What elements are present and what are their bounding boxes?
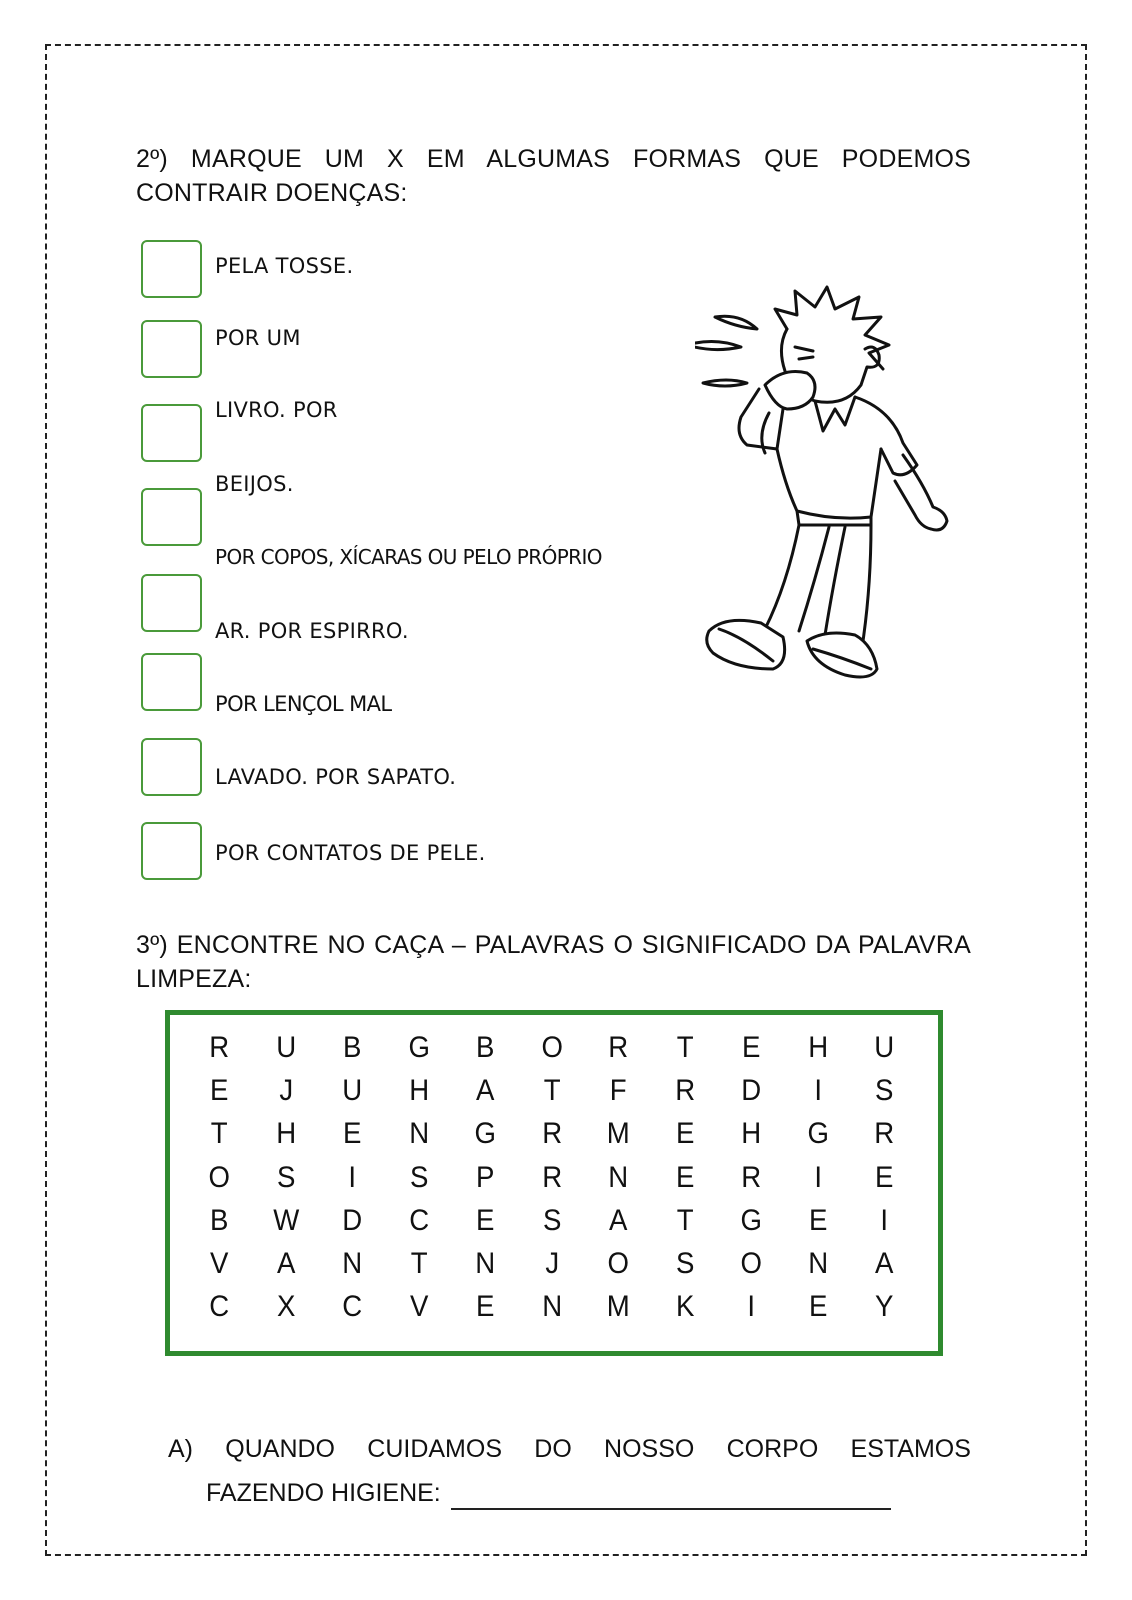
- answer-checkbox-8[interactable]: [141, 822, 202, 880]
- answer-a-word: ESTAMOS: [850, 1435, 971, 1463]
- grid-letter[interactable]: I: [747, 1290, 756, 1324]
- grid-letter[interactable]: C: [342, 1290, 363, 1324]
- grid-letter[interactable]: V: [210, 1246, 229, 1280]
- grid-letter[interactable]: F: [609, 1074, 627, 1108]
- option-text-9: POR CONTATOS DE PELE.: [215, 841, 486, 865]
- grid-letter[interactable]: E: [808, 1290, 827, 1324]
- grid-letter[interactable]: G: [474, 1117, 496, 1151]
- grid-letter[interactable]: P: [476, 1160, 495, 1194]
- grid-letter[interactable]: R: [741, 1160, 762, 1194]
- grid-letter[interactable]: A: [476, 1074, 495, 1108]
- option-text-3: LIVRO. POR: [215, 398, 338, 422]
- grid-letter[interactable]: O: [740, 1246, 762, 1280]
- grid-letter[interactable]: C: [408, 1203, 429, 1237]
- question-2-prompt: 2º) MARQUE UM X EM ALGUMAS FORMAS QUE PODEMOS CONTRAIR DOENÇAS:: [136, 145, 971, 207]
- grid-letter[interactable]: O: [541, 1031, 563, 1064]
- grid-letter[interactable]: T: [676, 1203, 694, 1237]
- grid-letter[interactable]: H: [408, 1074, 429, 1108]
- grid-letter[interactable]: S: [409, 1160, 428, 1194]
- grid-letter[interactable]: U: [342, 1074, 363, 1108]
- grid-letter[interactable]: N: [475, 1246, 496, 1280]
- grid-letter[interactable]: S: [675, 1246, 694, 1280]
- grid-letter[interactable]: E: [476, 1203, 495, 1237]
- grid-letter[interactable]: N: [807, 1246, 828, 1280]
- grid-letter[interactable]: R: [874, 1117, 895, 1151]
- answer-a-line1: [168, 1432, 971, 1466]
- grid-letter[interactable]: E: [675, 1117, 694, 1151]
- answer-checkbox-4[interactable]: [141, 488, 202, 546]
- answer-a-line2: [206, 1476, 971, 1510]
- grid-letter[interactable]: R: [541, 1117, 562, 1151]
- answer-a-prompt: FAZENDO HIGIENE:: [206, 1479, 441, 1507]
- grid-letter[interactable]: M: [606, 1117, 630, 1151]
- grid-letter[interactable]: O: [208, 1160, 230, 1194]
- grid-letter[interactable]: E: [343, 1117, 362, 1151]
- grid-letter[interactable]: E: [210, 1074, 229, 1108]
- grid-letter[interactable]: G: [408, 1031, 430, 1064]
- answer-a-word: QUANDO: [225, 1435, 335, 1463]
- word-search-grid: [186, 1026, 906, 1328]
- grid-letter[interactable]: T: [543, 1074, 561, 1108]
- grid-letter[interactable]: N: [541, 1290, 562, 1324]
- grid-letter[interactable]: G: [740, 1203, 762, 1237]
- grid-letter[interactable]: E: [808, 1203, 827, 1237]
- answer-blank-line[interactable]: [451, 1482, 891, 1510]
- grid-letter[interactable]: H: [741, 1117, 762, 1151]
- grid-letter[interactable]: R: [541, 1160, 562, 1194]
- grid-letter[interactable]: V: [409, 1290, 428, 1324]
- answer-a-word: CUIDAMOS: [367, 1435, 502, 1463]
- grid-letter[interactable]: M: [606, 1290, 630, 1324]
- grid-letter[interactable]: O: [607, 1246, 629, 1280]
- grid-letter[interactable]: I: [880, 1203, 889, 1237]
- option-text-2: POR UM: [215, 326, 301, 350]
- option-text-4: BEIJOS.: [215, 472, 294, 496]
- grid-letter[interactable]: B: [210, 1203, 229, 1237]
- grid-letter[interactable]: I: [813, 1074, 822, 1108]
- grid-letter[interactable]: D: [741, 1074, 762, 1108]
- grid-letter[interactable]: R: [608, 1031, 629, 1064]
- grid-letter[interactable]: U: [275, 1031, 296, 1064]
- answer-checkbox-6[interactable]: [141, 653, 202, 711]
- grid-letter[interactable]: Y: [875, 1290, 894, 1324]
- answer-a-word: DO: [534, 1435, 572, 1463]
- grid-letter[interactable]: K: [675, 1290, 694, 1324]
- option-text-1: PELA TOSSE.: [215, 254, 354, 278]
- grid-letter[interactable]: D: [342, 1203, 363, 1237]
- grid-letter[interactable]: B: [476, 1031, 495, 1064]
- grid-letter[interactable]: I: [813, 1160, 822, 1194]
- grid-letter[interactable]: R: [674, 1074, 695, 1108]
- grid-letter[interactable]: G: [807, 1117, 829, 1151]
- grid-letter[interactable]: E: [742, 1031, 761, 1064]
- grid-letter[interactable]: N: [342, 1246, 363, 1280]
- grid-letter[interactable]: E: [875, 1160, 894, 1194]
- grid-letter[interactable]: R: [209, 1031, 230, 1064]
- grid-letter[interactable]: A: [276, 1246, 295, 1280]
- grid-letter[interactable]: S: [875, 1074, 894, 1108]
- answer-checkbox-7[interactable]: [141, 738, 202, 796]
- answer-checkbox-5[interactable]: [141, 574, 202, 632]
- answer-a-word: NOSSO: [604, 1435, 695, 1463]
- grid-letter[interactable]: J: [544, 1246, 559, 1280]
- grid-letter[interactable]: C: [209, 1290, 230, 1324]
- option-text-8: LAVADO. POR SAPATO.: [215, 765, 457, 789]
- option-text-5: POR COPOS, XÍCARAS OU PELO PRÓPRIO: [215, 545, 602, 569]
- grid-letter[interactable]: N: [608, 1160, 629, 1194]
- option-text-6: AR. POR ESPIRRO.: [215, 619, 409, 643]
- grid-letter[interactable]: T: [410, 1246, 428, 1280]
- question-3-prompt: 3º) ENCONTRE NO CAÇA – PALAVRAS O SIGNIFICADO DA PALAVRA LIMPEZA:: [136, 931, 971, 993]
- answer-checkbox-2[interactable]: [141, 320, 202, 378]
- answer-a-word: CORPO: [726, 1435, 819, 1463]
- answer-checkbox-3[interactable]: [141, 404, 202, 462]
- grid-letter[interactable]: A: [609, 1203, 628, 1237]
- grid-letter[interactable]: W: [272, 1203, 299, 1237]
- answer-a: [168, 1432, 971, 1510]
- grid-letter[interactable]: A: [875, 1246, 894, 1280]
- grid-letter[interactable]: T: [210, 1117, 228, 1151]
- answer-a-label: A): [168, 1435, 193, 1463]
- grid-letter[interactable]: U: [874, 1031, 895, 1064]
- grid-letter[interactable]: S: [276, 1160, 295, 1194]
- grid-letter[interactable]: H: [807, 1031, 828, 1064]
- option-text-7: POR LENÇOL MAL: [215, 692, 392, 716]
- grid-letter[interactable]: T: [676, 1031, 694, 1064]
- grid-letter[interactable]: S: [542, 1203, 561, 1237]
- grid-letter[interactable]: J: [278, 1074, 293, 1108]
- grid-letter[interactable]: N: [408, 1117, 429, 1151]
- grid-letter[interactable]: E: [476, 1290, 495, 1324]
- sneezing-boy-illustration: [695, 285, 965, 705]
- grid-letter[interactable]: E: [675, 1160, 694, 1194]
- grid-letter[interactable]: I: [348, 1160, 357, 1194]
- answer-checkbox-1[interactable]: [141, 240, 202, 298]
- grid-letter[interactable]: B: [343, 1031, 362, 1064]
- grid-letter[interactable]: H: [275, 1117, 296, 1151]
- grid-letter[interactable]: X: [276, 1290, 295, 1324]
